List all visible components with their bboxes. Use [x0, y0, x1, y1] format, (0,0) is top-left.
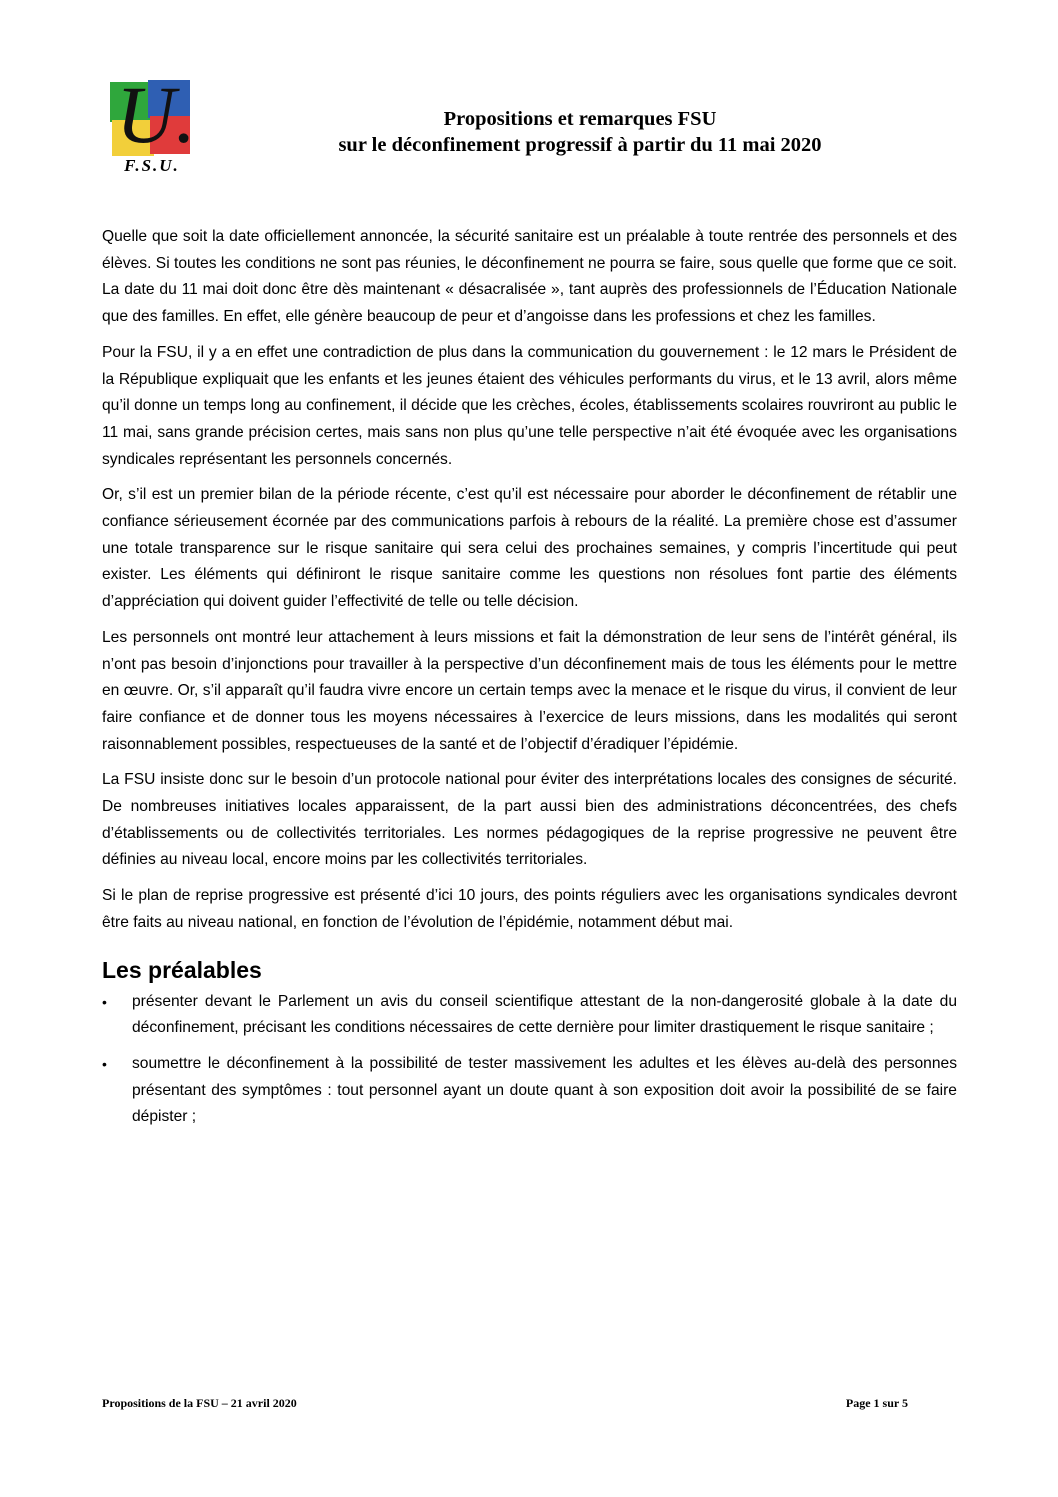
list-item — [102, 989, 957, 1042]
paragraph: La FSU insiste donc sur le besoin d’un protocole national pour éviter des interprétations locales des consignes de sécurité. De nombreuses initiatives locales apparaissent, de la part aussi bien des administrations déconcentrées, des chefs d’établissements ou de collectivités territoriales. Les normes pédagogiques de la reprise progressive ne peuvent être définies au niveau local, encore moins par les collectivités territoriales. — [102, 771, 957, 869]
paragraph: Or, s’il est un premier bilan de la période récente, c’est qu’il est nécessaire pour aborder le déconfinement de rétablir une confiance sérieusement écornée par des communications parfois à rebours de la réalité. La première chose est d’assumer une totale transparence sur le risque sanitaire qui sera celui des prochaines semaines, y compris l’incertitude qui peut exister. Les éléments qui définiront le risque sanitaire comme les questions non résolues font partie des éléments d’appréciation qui doivent guider l’effectivité de telle ou telle décision. — [102, 486, 957, 611]
fsu-logo — [106, 69, 196, 176]
list-item-text: présenter devant le Parlement un avis du conseil scientifique attestant de la non-dangerosité globale à la date du déconfinement, précisant les conditions nécessaires de cette dernière pour limiter drastiquement le risque sanitaire ; — [132, 992, 957, 1037]
logo-caption: F.S.U. — [124, 156, 180, 175]
paragraph: Quelle que soit la date officiellement annoncée, la sécurité sanitaire est un préalable à toute rentrée des personnels et des élèves. Si toutes les conditions ne sont pas réunies, le déconfinement ne pourra se faire, sous quelle que forme que ce soit. La date du 11 mai doit donc être dès maintenant « désacralisée », tant auprès des professionnels de l’Éducation Nationale que des familles. En effet, elle génère beaucoup de peur et d’angoisse dans les professions et chez les familles. — [102, 228, 957, 326]
paragraph: Pour la FSU, il y a en effet une contradiction de plus dans la communication du gouvernement : le 12 mars le Président de la République expliquait que les enfants et les jeunes étaient des véhicules performants du virus, et le 13 avril, alors même qu’il donne un temps long au confinement, il décide que les crèches, écoles, établissements scolaires rouvriront au public le 11 mai, sans grande précision certes, mais sans non plus qu’une telle perspective n’ait été évoquée avec les organisations syndicales représentant les personnels concernés. — [102, 343, 957, 468]
page-number: Page 1 sur 5 — [845, 1396, 908, 1410]
section-heading: Les préalables — [102, 956, 262, 983]
bullet-icon: • — [102, 993, 107, 1010]
bullet-icon: • — [102, 1055, 107, 1072]
logo-letter: U. — [116, 69, 196, 160]
title-line-1: Propositions et remarques FSU — [443, 108, 717, 130]
paragraph: Si le plan de reprise progressive est présenté d’ici 10 jours, des points réguliers avec les organisations syndicales devront être faits au niveau national, en fonction de l’évolution de l’épidémie, notamment début mai. — [102, 887, 957, 931]
document-body — [102, 224, 957, 1140]
paragraph: Les personnels ont montré leur attachement à leurs missions et fait la démonstration de leur sens de l’intérêt général, ils n’ont pas besoin d’injonctions pour travailler à la perspective d’un déconfinement mais de tous les éléments pour le mettre en œuvre. Or, s’il apparaît qu’il faudra vivre encore un certain temps avec la menace et le risque du virus, il convient de leur faire confiance et de donner tous les moyens nécessaires à l’exercice de leurs missions, dans les modalités qui seront raisonnablement possibles, respectueuses de la santé et de l’objectif d’éradiquer l’épidémie. — [102, 628, 957, 753]
document-title — [200, 106, 960, 158]
page-footer — [102, 1396, 908, 1411]
list-item-text: soumettre le déconfinement à la possibilité de tester massivement les adultes et les élèves au-delà des personnes présentant des symptômes : tout personnel ayant un doute quant à son exposition doit avoir la possibilité de se faire dépister ; — [132, 1054, 957, 1126]
prerequisites-list — [102, 989, 957, 1132]
list-item — [102, 1051, 957, 1131]
footer-left: Propositions de la FSU – 21 avril 2020 — [102, 1396, 297, 1410]
title-line-2: sur le déconfinement progressif à partir du 11 mai 2020 — [338, 134, 822, 156]
